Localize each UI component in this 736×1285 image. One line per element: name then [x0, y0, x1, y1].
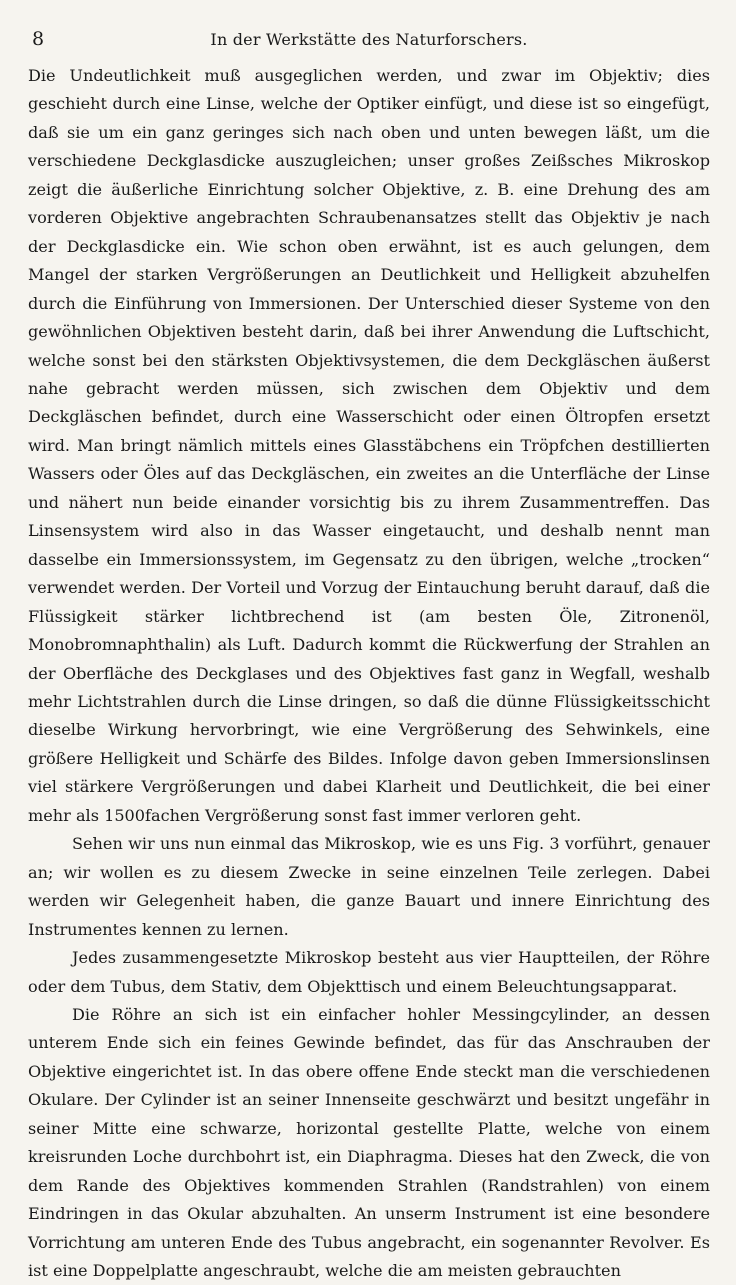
body-text	[28, 62, 710, 1285]
paragraph-roehre-tubus: Die Röhre an sich ist ein einfacher hohler Messingcylinder, an dessen unterem Ende sich ein feines Gewinde befindet, das für das Anschrauben der Objektive eingerichtet ist. In das obere offene Ende steckt man die verschiedenen Okulare. Der Cylinder ist an seiner Innenseite geschwärzt und besitzt ungefähr in seiner Mitte eine schwarze, horizontal gestellte Platte, welche von einem kreisrunden Loche durchbohrt ist, ein Diaphragma. Dieses hat den Zweck, die von dem Rande des Objektives kommenden Strahlen (Randstrahlen) von einem Eindringen in das Okular abzuhalten. An unserm Instrument ist eine besondere Vorrichtung am unteren Ende des Tubus angebracht, ein sogenannter Revolver. Es ist eine Doppelplatte angeschraubt, welche die am meisten gebrauchten	[28, 1004, 710, 1281]
paragraph-hauptteile: Jedes zusammengesetzte Mikroskop besteht aus vier Hauptteilen, der Röhre oder dem Tubus, dem Stativ, dem Objekttisch und einem Beleuchtungsapparat.	[28, 948, 710, 996]
page-number: 8	[32, 28, 45, 50]
paragraph-objektiv-immersion: Die Undeutlichkeit muß ausgeglichen werden, und zwar im Objektiv; dies geschieht durch eine Linse, welche der Optiker einfügt, und diese ist so eingefügt, daß sie um ein ganz geringes sich nach oben und unten bewegen läßt, um die verschiedene Deckglasdicke auszugleichen; unser großes Zeißsches Mikroskop zeigt die äußerliche Einrichtung solcher Objektive, z. B. eine Drehung des am vorderen Objektive angebrachten Schraubenansatzes stellt das Objektiv je nach der Deckglasdicke ein. Wie schon oben erwähnt, ist es auch gelungen, dem Mangel der starken Vergrößerungen an Deutlichkeit und Helligkeit abzuhelfen durch die Einführung von Immersionen. Der Unterschied dieser Systeme von den gewöhnlichen Objektiven besteht darin, daß bei ihrer Anwendung die Luftschicht, welche sonst bei den stärksten Objektivsystemen, die dem Deckgläschen äußerst nahe gebracht werden müssen, sich zwischen dem Objektiv und dem Deckgläschen befindet, durch eine Wasserschicht oder einen Öltropfen ersetzt wird. Man bringt nämlich mittels eines Glasstäbchens ein Tröpfchen destillierten Wassers oder Öles auf das Deckgläschen, ein zweites an die Unterfläche der Linse und nähert nun beide einander vorsichtig bis zu ihrem Zusammentreffen. Das Linsensystem wird also in das Wasser eingetaucht, und deshalb nennt man dasselbe ein Immersionssystem, im Gegensatz zu den übrigen, welche „trocken“ verwendet werden. Der Vorteil und Vorzug der Eintauchung beruht darauf, daß die Flüssigkeit stärker lichtbrechend ist (am besten Öle, Zitronenöl, Monobromnaphthalin) als Luft. Dadurch kommt die Rückwerfung der Strahlen an der Oberfläche des Deckglases und des Objektives fast ganz in Wegfall, weshalb mehr Lichtstrahlen durch die Linse dringen, so daß die dünne Flüssigkeitsschicht dieselbe Wirkung hervorbringt, wie eine Vergrößerung des Sehwinkels, eine größere Helligkeit und Schärfe des Bildes. Infolge davon geben Immersionslinsen viel stärkere Vergrößerungen und dabei Klarheit und Deutlichkeit, die bei einer mehr als 1500fachen Vergrößerung sonst fast immer verloren geht.	[28, 66, 710, 825]
running-title: In der Werkstätte des Naturforschers.	[210, 30, 528, 49]
page-header	[28, 26, 710, 62]
paragraph-mikroskop-zerlegen: Sehen wir uns nun einmal das Mikroskop, wie es uns Fig. 3 vorführt, genauer an; wir wollen es zu diesem Zwecke in seine einzelnen Teile zerlegen. Dabei werden wir Gelegenheit haben, die ganze Bauart und innere Einrichtung des Instrumentes kennen zu lernen.	[28, 834, 710, 939]
